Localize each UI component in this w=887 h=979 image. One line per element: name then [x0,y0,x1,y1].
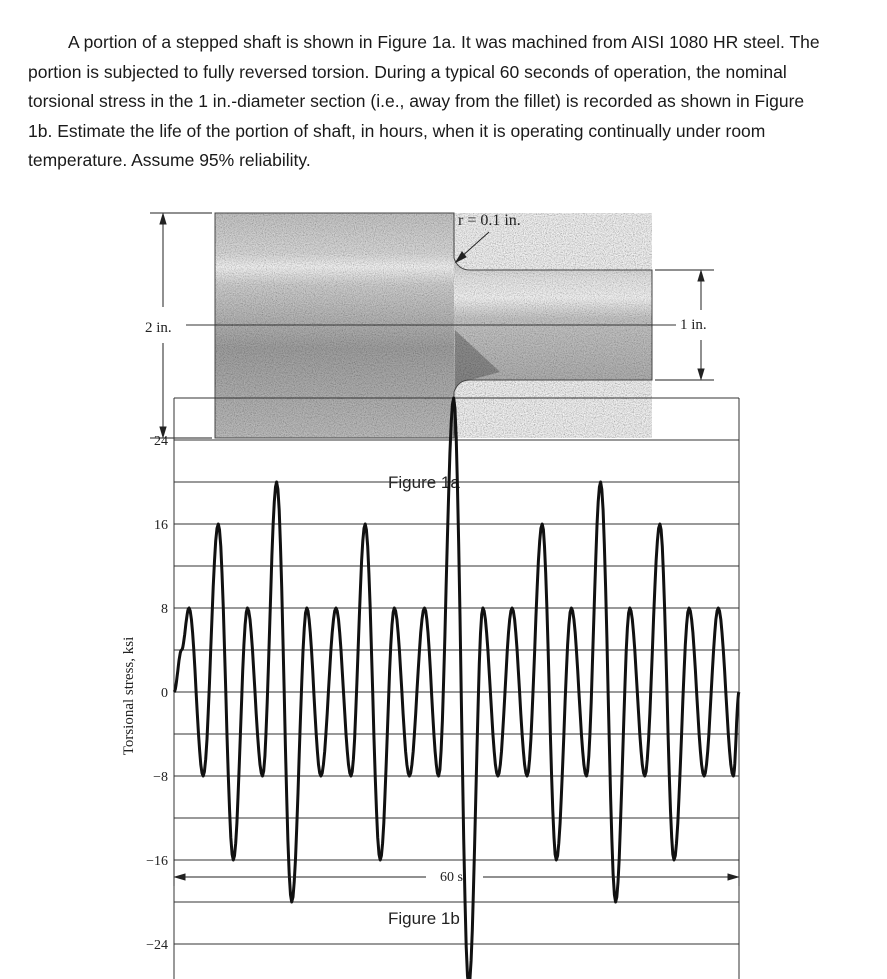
y-tick-label: 0 [161,686,168,701]
figure-1b-caption: Figure 1b [388,909,460,928]
y-tick-label: −8 [153,770,168,785]
y-tick-label: 24 [154,434,168,449]
y-tick-label: 16 [154,518,168,533]
fillet-leader [456,232,489,262]
large-diameter-label: 2 in. [145,320,172,336]
problem-statement: A portion of a stepped shaft is shown in Figure 1a. It was machined from AISI 1080 HR steel. The portion is subjected to fully reversed torsion. During a typical 60 seconds of operation, the nominal torsional stress in the 1 in.-diameter section (i.e., away from the fillet) is recorded as shown in Figure 1b. Estimate the life of the portion of shaft, in hours, when it is operating continually under room temperature. Assume 95% reliability. [28,32,820,170]
small-diameter-label: 1 in. [680,317,707,333]
y-axis-label: Torsional stress, ksi [121,636,137,756]
duration-label: 60 s [440,870,463,885]
y-tick-label: −24 [146,938,168,953]
y-tick-label: 8 [161,602,168,617]
fillet-radius-label: r = 0.1 in. [458,212,521,229]
y-tick-labels [146,434,168,953]
y-tick-label: −16 [146,854,168,869]
figure-1a-caption: Figure 1a [388,473,460,492]
